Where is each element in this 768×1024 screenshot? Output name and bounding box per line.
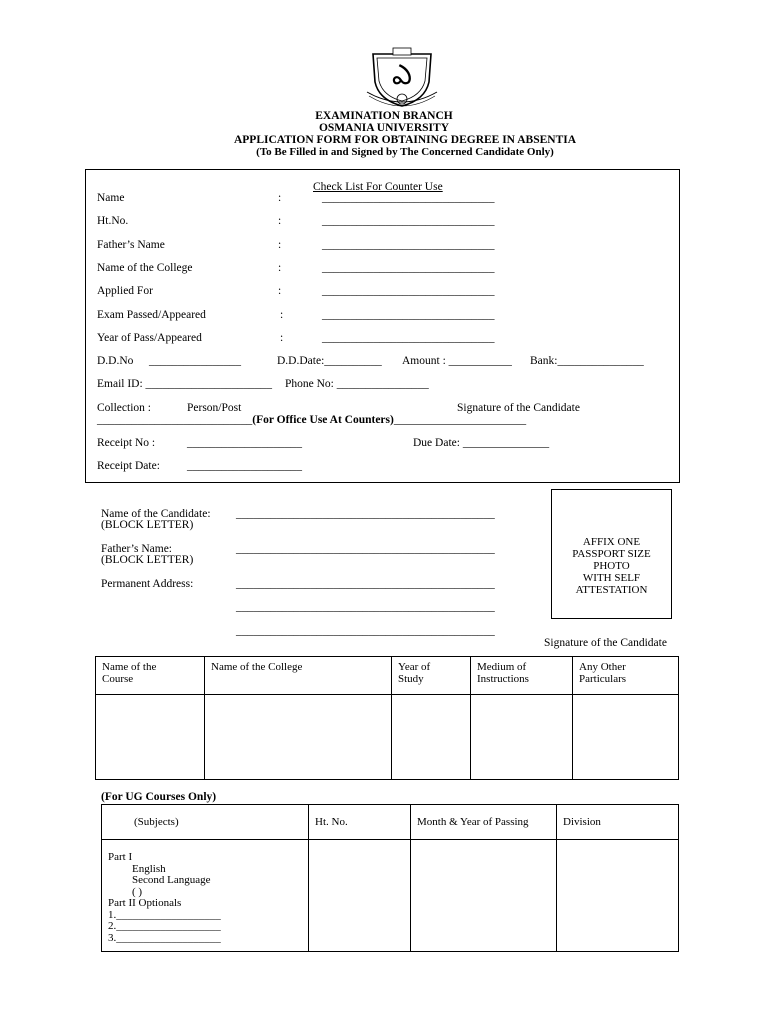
office-use-text: (For Office Use At Counters): [252, 414, 394, 426]
table-header-row: [102, 805, 679, 840]
father-name-field[interactable]: _____________________________________________: [236, 543, 495, 555]
colon: :: [278, 192, 282, 204]
form-subtitle: (To Be Filled in and Signed by The Concerned Candidate Only): [256, 146, 554, 158]
table-header-row: [96, 657, 679, 695]
field-label-college: Name of the College: [97, 262, 193, 274]
candidate-name-field[interactable]: _____________________________________________: [236, 508, 495, 520]
table-cell[interactable]: [411, 840, 557, 952]
table-cell[interactable]: [573, 695, 679, 780]
checklist-title: Check List For Counter Use: [313, 181, 443, 193]
photo-text-line: PASSPORT SIZE: [572, 548, 651, 560]
htno-field[interactable]: ______________________________: [322, 215, 495, 227]
colon: :: [278, 239, 282, 251]
exam-field[interactable]: ______________________________: [322, 309, 495, 321]
due-date-field[interactable]: Due Date: _______________: [413, 437, 550, 449]
address-line-3[interactable]: _____________________________________________: [236, 625, 495, 637]
amount-field[interactable]: Amount : ___________: [402, 355, 512, 367]
field-label-applied: Applied For: [97, 285, 153, 297]
second-language-label: Second Language: [132, 874, 211, 886]
part-1-label: Part I: [108, 851, 133, 863]
ug-table: [101, 804, 679, 952]
header-line-2: OSMANIA UNIVERSITY: [318, 122, 450, 134]
table-cell[interactable]: [471, 695, 573, 780]
optional-1-field[interactable]: 1.___________________: [108, 908, 221, 921]
table-header-cell: Medium of Instructions: [471, 657, 573, 695]
table-header-cell: Month & Year of Passing: [411, 805, 557, 840]
father-field[interactable]: ______________________________: [322, 239, 495, 251]
table-cell[interactable]: [205, 695, 392, 780]
university-crest: [363, 46, 441, 110]
field-label-year: Year of Pass/Appeared: [97, 332, 202, 344]
optional-2-field[interactable]: 2.___________________: [108, 920, 221, 932]
dd-date-field[interactable]: D.D.Date:__________: [277, 355, 382, 367]
receipt-no-label: Receipt No :: [97, 437, 156, 449]
father-name-label: Father’s Name:: [101, 543, 173, 555]
colon: :: [278, 215, 282, 227]
optional-3-field[interactable]: 3.___________________: [108, 931, 221, 944]
photo-text-line: PHOTO: [593, 560, 630, 572]
email-field[interactable]: Email ID: ______________________: [97, 378, 273, 390]
photo-text-line: AFFIX ONE: [582, 536, 641, 548]
block-letter-note: (BLOCK LETTER): [101, 519, 194, 531]
table-header-cell: (Subjects): [102, 805, 309, 840]
ug-section-title: (For UG Courses Only): [101, 791, 217, 803]
receipt-date-field[interactable]: ____________________: [187, 460, 302, 472]
dd-no-field[interactable]: ________________: [149, 355, 241, 367]
photo-text-line: ATTESTATION: [575, 584, 648, 596]
table-header-cell: Division: [557, 805, 679, 840]
table-header-cell: Name of the Course: [96, 657, 205, 695]
table-header-cell: Ht. No.: [309, 805, 411, 840]
table-cell[interactable]: [96, 695, 205, 780]
table-header-cell: Any Other Particulars: [573, 657, 679, 695]
person-post-label: Person/Post: [187, 402, 242, 414]
year-field[interactable]: ______________________________: [322, 332, 495, 344]
form-title: APPLICATION FORM FOR OBTAINING DEGREE IN ABSENTIA: [233, 134, 577, 146]
office-use-left-rule: ___________________________: [97, 414, 253, 426]
field-label-name: Name: [97, 192, 125, 204]
receipt-no-field[interactable]: ____________________: [187, 437, 302, 449]
svg-text:ఎ: ఎ: [392, 58, 412, 91]
college-field[interactable]: ______________________________: [322, 262, 495, 274]
block-letter-note: (BLOCK LETTER): [101, 554, 194, 566]
language-blank[interactable]: ( ): [132, 885, 143, 898]
collection-label: Collection :: [97, 402, 151, 414]
header-line-1: EXAMINATION BRANCH: [315, 110, 453, 122]
photo-instructions: [551, 536, 672, 596]
english-label: English: [132, 862, 166, 875]
candidate-signature-label: Signature of the Candidate: [544, 637, 667, 649]
colon: :: [278, 285, 282, 297]
table-row: [96, 695, 679, 780]
receipt-date-label: Receipt Date:: [97, 460, 160, 472]
subjects-cell: [102, 840, 309, 952]
table-header-cell: Year of Study: [392, 657, 471, 695]
office-use-right-rule: _______________________: [393, 414, 527, 426]
phone-field[interactable]: Phone No: ________________: [285, 378, 429, 390]
field-label-exam: Exam Passed/Appeared: [97, 309, 206, 321]
field-label-father: Father’s Name: [97, 239, 165, 251]
name-field[interactable]: ______________________________: [322, 192, 495, 204]
address-label: Permanent Address:: [101, 578, 194, 590]
address-line-1[interactable]: _____________________________________________: [236, 578, 495, 590]
bank-field[interactable]: Bank:_______________: [530, 355, 644, 367]
address-line-2[interactable]: _____________________________________________: [236, 601, 495, 613]
colon: :: [280, 332, 284, 344]
field-label-htno: Ht.No.: [97, 215, 129, 227]
candidate-name-label: Name of the Candidate:: [101, 508, 211, 520]
applied-field[interactable]: ______________________________: [322, 285, 495, 297]
dd-no-label: D.D.No: [97, 355, 134, 367]
table-cell[interactable]: [392, 695, 471, 780]
part-2-label: Part II Optionals: [108, 897, 182, 909]
table-cell[interactable]: [557, 840, 679, 952]
colon: :: [278, 262, 282, 274]
table-cell[interactable]: [309, 840, 411, 952]
course-table: [95, 656, 679, 780]
table-row: [102, 840, 679, 952]
photo-text-line: WITH SELF: [582, 572, 641, 584]
table-header-cell: Name of the College: [205, 657, 392, 695]
colon: :: [280, 309, 284, 321]
signature-label: Signature of the Candidate: [457, 402, 580, 414]
